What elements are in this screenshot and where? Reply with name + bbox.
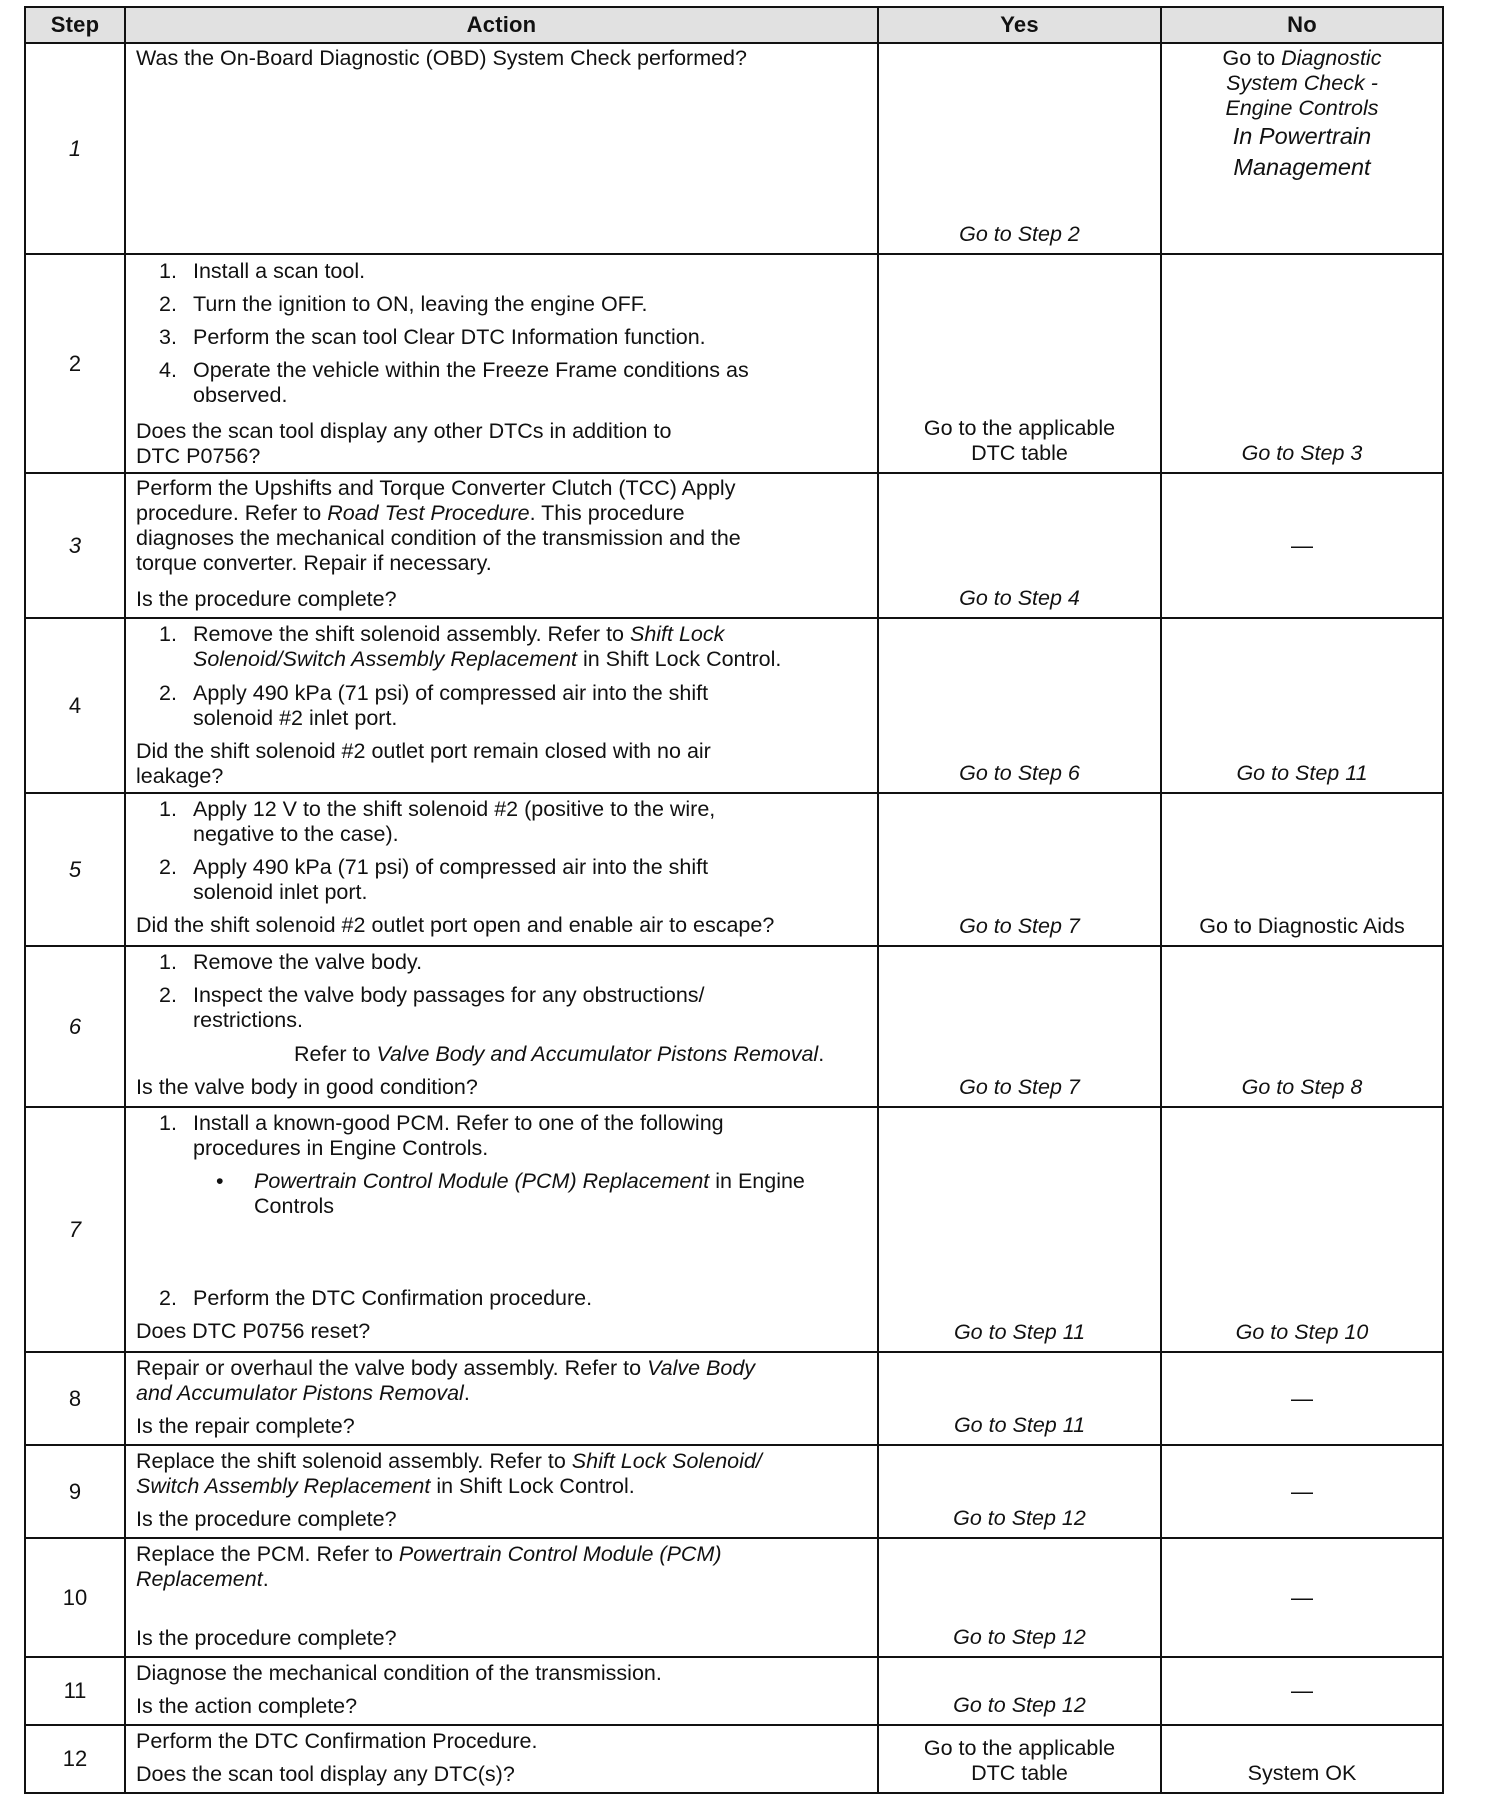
step-number: 8 — [25, 1352, 125, 1445]
diagnostic-table — [24, 6, 1444, 1794]
step-number: 10 — [25, 1538, 125, 1657]
list-item: Perform the DTC Confirmation procedure. — [193, 1286, 593, 1310]
yes-link[interactable]: Go to the applicable DTC table — [923, 416, 1116, 465]
reference-link[interactable]: and Accumulator Pistons Removal — [136, 1381, 464, 1405]
action-cell: 1. Install a known-good PCM. Refer to one of the following procedures in Engine Controls. • Powertrain Control Module (PCM) Replacement in Engine Controls 2. Perform the DTC Confirmation procedure. Does DTC P0756 reset? — [125, 1107, 878, 1352]
no-dash: — — [1291, 1478, 1313, 1504]
reference-link[interactable]: Solenoid/Switch Assembly Replacement — [193, 647, 577, 671]
action-paragraph: Perform the DTC Confirmation Procedure. — [136, 1729, 538, 1753]
refer-note: Refer to Valve Body and Accumulator Pistons Removal. — [294, 1042, 825, 1066]
yes-cell — [878, 793, 1161, 946]
no-cell — [1161, 946, 1443, 1107]
action-question: Is the procedure complete? — [136, 1507, 397, 1531]
no-cell — [1161, 1725, 1443, 1793]
no-cell — [1161, 1657, 1443, 1725]
no-cell — [1161, 618, 1443, 793]
yes-link[interactable]: Go to Step 12 — [953, 1506, 1086, 1530]
header-yes: Yes — [878, 7, 1161, 43]
yes-link[interactable]: Go to Step 7 — [959, 914, 1080, 938]
yes-cell — [878, 946, 1161, 1107]
action-question: Did the shift solenoid #2 outlet port remain closed with no air leakage? — [136, 739, 711, 788]
header-step: Step — [25, 7, 125, 43]
action-cell — [125, 1352, 878, 1445]
no-link[interactable]: Diagnostic — [1281, 46, 1382, 70]
step-number: 12 — [25, 1725, 125, 1793]
action-cell — [125, 1725, 878, 1793]
action-paragraph: Replace the shift solenoid assembly. Refer to Shift Lock Solenoid/ Switch Assembly Replacement in Shift Lock Control. — [136, 1449, 762, 1498]
reference-link[interactable]: Powertrain Control Module (PCM) Replacement — [254, 1169, 710, 1193]
yes-cell — [878, 1445, 1161, 1538]
action-paragraph: Diagnose the mechanical condition of the transmission. — [136, 1661, 662, 1685]
list-item: Remove the shift solenoid assembly. Refer to Shift Lock Solenoid/Switch Assembly Replacement in Shift Lock Control. — [193, 622, 782, 671]
no-dash: — — [1291, 532, 1313, 558]
yes-cell — [878, 43, 1161, 254]
no-link[interactable]: Go to Step 3 — [1241, 441, 1363, 465]
table-row — [25, 946, 1443, 1107]
list-item: Install a known-good PCM. Refer to one of the following procedures in Engine Controls. — [193, 1111, 724, 1160]
action-cell — [125, 1657, 878, 1725]
no-link[interactable]: Go to Step 8 — [1241, 1075, 1363, 1099]
table-row — [25, 43, 1443, 254]
reference-link[interactable]: Shift Lock Solenoid/ — [571, 1449, 762, 1473]
yes-cell — [878, 1725, 1161, 1793]
action-paragraph: Perform the Upshifts and Torque Converter Clutch (TCC) Apply procedure. Refer to Road Test Procedure. This procedure diagnoses the mechanical condition of the transmission and the torque converter. Repair if necessary. — [136, 476, 741, 575]
no-link[interactable]: Go to Step 10 — [1235, 1320, 1369, 1344]
header-row — [25, 7, 1443, 43]
reference-link[interactable]: Powertrain Control Module (PCM) — [398, 1542, 722, 1566]
no-dash: — — [1291, 1385, 1313, 1411]
no-result: System OK — [1247, 1761, 1357, 1785]
yes-link[interactable]: Go to Step 12 — [953, 1625, 1086, 1649]
no-line: Go to Diagnostic — [1222, 46, 1382, 70]
yes-link[interactable]: Go to Step 4 — [959, 586, 1080, 610]
yes-cell — [878, 1107, 1161, 1352]
yes-link[interactable]: Go to Step 12 — [953, 1693, 1086, 1717]
list-item: Operate the vehicle within the Freeze Frame conditions as observed. — [193, 358, 749, 407]
table-row — [25, 254, 1443, 473]
list-item: Apply 12 V to the shift solenoid #2 (positive to the wire, negative to the case). — [193, 797, 716, 846]
no-link[interactable]: Go to Step 11 — [1236, 761, 1368, 785]
step-number: 1 — [25, 43, 125, 254]
action-paragraph: Repair or overhaul the valve body assembly. Refer to Valve Body and Accumulator Pistons Removal. — [136, 1356, 756, 1405]
table-row — [25, 618, 1443, 793]
step-number: 6 — [25, 946, 125, 1107]
yes-cell — [878, 473, 1161, 618]
list-item: Remove the valve body. — [193, 950, 423, 974]
table-row — [25, 793, 1443, 946]
action-question: Is the action complete? — [136, 1694, 358, 1718]
reference-link[interactable]: Valve Body and Accumulator Pistons Removal — [376, 1042, 819, 1066]
yes-link[interactable]: Go to the applicable DTC table — [923, 1736, 1116, 1785]
yes-link[interactable]: Go to Step 11 — [953, 1413, 1086, 1437]
step-number: 2 — [25, 254, 125, 473]
action-question: Does DTC P0756 reset? — [136, 1319, 371, 1343]
reference-link[interactable]: Shift Lock — [629, 622, 725, 646]
list-item: Perform the scan tool Clear DTC Information function. — [193, 325, 706, 349]
no-cell — [1161, 793, 1443, 946]
no-link[interactable]: Go to Diagnostic Aids — [1199, 914, 1405, 938]
action-question: Is the valve body in good condition? — [136, 1075, 478, 1099]
header-action: Action — [125, 7, 878, 43]
step-number: 3 — [25, 473, 125, 618]
yes-link[interactable]: Go to Step 11 — [953, 1320, 1086, 1344]
action-question: Is the procedure complete? — [136, 587, 397, 611]
action-cell: 1. Remove the shift solenoid assembly. Refer to Shift Lock Solenoid/Switch Assembly Replacement in Shift Lock Control. 2. Apply 490 kPa (71 psi) of compressed air into the shift solenoid #2 inlet port. Did the shift solenoid #2 outlet port remain closed with no air leakage? — [125, 618, 878, 793]
list-item: Inspect the valve body passages for any obstructions/ restrictions. — [193, 983, 705, 1032]
action-cell: 1. Apply 12 V to the shift solenoid #2 (positive to the wire, negative to the case). 2. Apply 490 kPa (71 psi) of compressed air into the shift solenoid inlet port. Did the shift solenoid #2 outlet port open and enable air to escape? — [125, 793, 878, 946]
list-item: Install a scan tool. — [193, 259, 366, 283]
reference-link[interactable]: Valve Body — [647, 1356, 756, 1380]
action-paragraph: Replace the PCM. Refer to Powertrain Control Module (PCM) Replacement. — [136, 1542, 722, 1591]
action-question: Does the scan tool display any DTC(s)? — [136, 1762, 515, 1786]
yes-cell — [878, 1538, 1161, 1657]
no-cell: Go to Diagnostic System Check - Engine Controls In Powertrain Management — [1161, 43, 1443, 254]
no-dash: — — [1291, 1584, 1313, 1610]
action-cell — [125, 43, 878, 254]
no-cell — [1161, 254, 1443, 473]
yes-cell — [878, 254, 1161, 473]
yes-cell — [878, 1352, 1161, 1445]
no-cell — [1161, 1445, 1443, 1538]
action-cell: 1. Install a scan tool. 2. Turn the ignition to ON, leaving the engine OFF. 3. Perform the scan tool Clear DTC Information function. 4. Operate the vehicle within the Freeze Frame conditions as observed. Does the scan tool display any other DTCs in addition to DTC P0756? — [125, 254, 878, 473]
action-cell: 1. Remove the valve body. 2. Inspect the valve body passages for any obstructions/ restrictions. Refer to Valve Body and Accumulator Pistons Removal. Is the valve body in good condition? — [125, 946, 878, 1107]
table-row — [25, 1725, 1443, 1793]
action-question: Did the shift solenoid #2 outlet port open and enable air to escape? — [136, 913, 775, 937]
action-cell — [125, 473, 878, 618]
no-dash: — — [1291, 1678, 1313, 1703]
table-row — [25, 1657, 1443, 1725]
yes-cell — [878, 1657, 1161, 1725]
step-number: 11 — [25, 1657, 125, 1725]
action-question: Is the repair complete? — [136, 1414, 355, 1438]
diagnostic-table-document — [24, 6, 1442, 1794]
action-question: Was the On-Board Diagnostic (OBD) System Check performed? — [136, 46, 747, 70]
table-row — [25, 1107, 1443, 1352]
reference-link[interactable]: Switch Assembly Replacement — [136, 1474, 431, 1498]
action-question: Is the procedure complete? — [136, 1626, 397, 1650]
step-number: 5 — [25, 793, 125, 946]
table-row — [25, 1538, 1443, 1657]
reference-link[interactable]: Road Test Procedure — [327, 501, 530, 525]
list-item: Apply 490 kPa (71 psi) of compressed air into the shift solenoid #2 inlet port. — [193, 681, 709, 730]
no-cell — [1161, 473, 1443, 618]
yes-cell — [878, 618, 1161, 793]
step-number: 9 — [25, 1445, 125, 1538]
step-number: 7 — [25, 1107, 125, 1352]
header-no: No — [1161, 7, 1443, 43]
yes-link[interactable]: Go to Step 2 — [959, 222, 1080, 246]
no-cell — [1161, 1538, 1443, 1657]
reference-link[interactable]: Replacement — [136, 1567, 263, 1591]
list-item: Apply 490 kPa (71 psi) of compressed air into the shift solenoid inlet port. — [193, 855, 709, 904]
list-item: Turn the ignition to ON, leaving the engine OFF. — [193, 292, 648, 316]
table-row — [25, 1445, 1443, 1538]
action-question: Does the scan tool display any other DTCs in addition to DTC P0756? — [136, 419, 672, 468]
step-number: 4 — [25, 618, 125, 793]
table-row — [25, 473, 1443, 618]
table-row — [25, 1352, 1443, 1445]
no-cell — [1161, 1107, 1443, 1352]
no-cell — [1161, 1352, 1443, 1445]
action-cell — [125, 1445, 878, 1538]
yes-link[interactable]: Go to Step 7 — [959, 1075, 1080, 1099]
action-cell — [125, 1538, 878, 1657]
yes-link[interactable]: Go to Step 6 — [959, 761, 1080, 785]
